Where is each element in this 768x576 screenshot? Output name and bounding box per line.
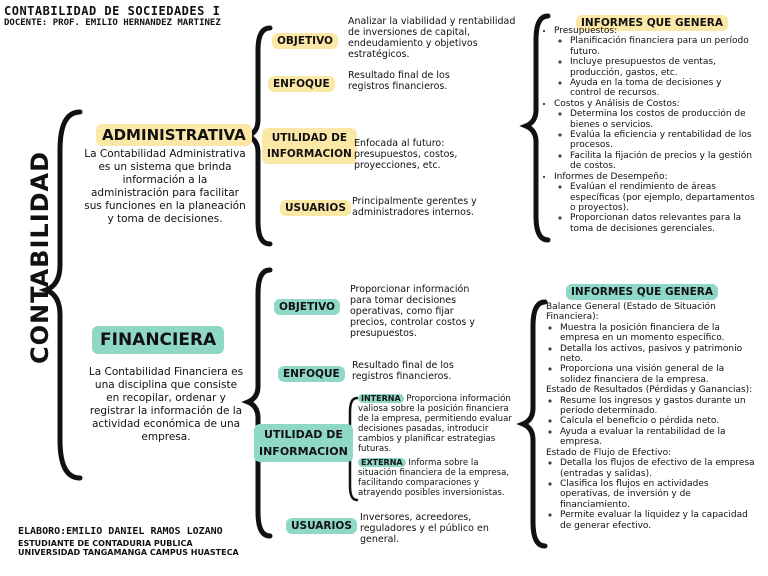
externa-tag: EXTERNA — [358, 458, 406, 467]
group-name: Estado de Resultados (Pérdidas y Ganancias): — [546, 385, 753, 396]
footer-line2: UNIVERSIDAD TANGAMANGA CAMPUS HUASTECA — [18, 548, 239, 557]
admin-informes-title: INFORMES QUE GENERA — [576, 15, 728, 31]
fin-enfoque-text: Resultado final de los registros financieros. — [352, 360, 454, 382]
interna-text: Proporciona información valiosa sobre la posición financiera de la empresa, permitiendo evaluar decisiones pasadas, introducir cambios y planificar estrategias futuras. — [358, 394, 512, 454]
fin-utilidad-label-line1: UTILIDAD DE — [263, 428, 343, 441]
fin-informe-group — [546, 385, 758, 447]
header-docente: DOCENTE: PROF. EMILIO HERNANDEZ MARTINEZ — [4, 18, 221, 28]
admin-usuarios-text: Principalmente gerentes y administradores internos. — [352, 196, 477, 218]
fin-usuarios-text: Inversores, acreedores, reguladores y el público en general. — [360, 512, 489, 545]
fin-objetivo-label: OBJETIVO — [274, 299, 340, 315]
list-item: ◦ Calcula el beneficio o pérdida neto. — [560, 416, 758, 426]
fin-enfoque-label: ENFOQUE — [278, 366, 345, 382]
admin-enfoque-text: Resultado final de los registros financieros. — [348, 70, 450, 92]
footer-line1: ESTUDIANTE DE CONTADURIA PUBLICA — [18, 539, 193, 548]
financiera-title: FINANCIERA — [92, 326, 224, 354]
list-item: ◦ Muestra la posición financiera de la empresa en un momento específico. — [560, 323, 758, 344]
list-item: ◦ Detalla los activos, pasivos y patrimonio neto. — [560, 344, 758, 365]
interna-tag: INTERNA — [358, 394, 404, 403]
header-title: CONTABILIDAD DE SOCIEDADES I — [4, 4, 221, 18]
root-title: CONTABILIDAD — [26, 150, 54, 364]
list-item: ◦ Ayuda a evaluar la rentabilidad de la empresa. — [560, 427, 758, 448]
group-name: Costos y Análisis de Costos: — [554, 98, 680, 109]
admin-informes-list — [540, 26, 755, 234]
fin-usuarios-label: USUARIOS — [286, 518, 357, 534]
administrativa-title: ADMINISTRATIVA — [96, 124, 252, 146]
list-item: ◦ Clasifica los flujos en actividades operativas, de inversión y de financiamiento. — [560, 479, 758, 510]
admin-utilidad-label-line1: UTILIDAD DE — [271, 132, 348, 144]
admin-usuarios-label: USUARIOS — [280, 200, 351, 216]
list-item: ◦ Resume los ingresos y gastos durante un período determinado. — [560, 396, 758, 417]
informes-fin-brace — [523, 302, 545, 546]
footer-info — [18, 539, 239, 557]
admin-informe-group — [554, 99, 755, 172]
admin-utilidad-label — [262, 128, 357, 164]
admin-utilidad-label-line2: INFORMACION — [267, 148, 352, 160]
fin-utilidad-externa — [358, 458, 518, 498]
list-item: ◦ Facilita la fijación de precios y la gestión de costos. — [570, 151, 755, 172]
list-item: ◦ Planificación financiera para un período futuro. — [570, 36, 755, 57]
group-name: Balance General (Estado de Situación Financiera): — [546, 302, 716, 323]
fin-informe-group — [546, 302, 758, 385]
fin-utilidad-interna — [358, 394, 518, 454]
admin-enfoque-label: ENFOQUE — [268, 76, 335, 92]
list-item: ◦ Detalla los flujos de efectivo de la empresa (entradas y salidas). — [560, 458, 758, 479]
fin-utilidad-label-line2: INFORMACION — [259, 445, 348, 458]
group-name: Presupuestos: — [554, 26, 618, 36]
externa-text: Informa sobre la situación financiera de la empresa, facilitando comparaciones y atrayendo posibles inversionistas. — [358, 458, 510, 498]
group-name: Informes de Desempeño: — [554, 171, 668, 182]
footer-elaboro: ELABORO:EMILIO DANIEL RAMOS LOZANO — [18, 526, 223, 537]
list-item: ◦ Evalúa la eficiencia y rentabilidad de los procesos. — [570, 130, 755, 151]
list-item: ◦ Permite evaluar la liquidez y la capacidad de generar efectivo. — [560, 510, 758, 531]
admin-informe-group — [554, 26, 755, 99]
admin-objetivo-label: OBJETIVO — [272, 33, 338, 49]
list-item: ◦ Ayuda en la toma de decisiones y control de recursos. — [570, 78, 755, 99]
list-item: ◦ Proporciona una visión general de la solidez financiera de la empresa. — [560, 364, 758, 385]
financiera-description: La Contabilidad Financiera es una disciplina que consiste en recopilar, ordenar y registrar la información de la actividad económica de una empresa. — [88, 366, 244, 443]
administrativa-description: La Contabilidad Administrativa es un sistema que brinda información a la administración para facilitar sus funciones en la planeación y toma de decisiones. — [84, 148, 246, 225]
admin-utilidad-text: Enfocada al futuro: presupuestos, costos, proyecciones, etc. — [354, 138, 458, 171]
fin-informe-group — [546, 448, 758, 531]
list-item: ◦ Incluye presupuestos de ventas, producción, gastos, etc. — [570, 57, 755, 78]
fin-objetivo-text: Proporcionar información para tomar decisiones operativas, como fijar precios, controlar costos y presupuestos. — [350, 284, 476, 339]
fin-utilidad-label — [254, 424, 353, 462]
admin-objetivo-text: Analizar la viabilidad y rentabilidad de inversiones de capital, endeudamiento y objetivos estratégicos. — [348, 16, 516, 60]
fin-brace — [248, 270, 270, 536]
list-item: ◦ Proporcionan datos relevantes para la toma de decisiones gerenciales. — [570, 213, 755, 234]
fin-informes-list — [546, 302, 758, 531]
admin-informe-group — [554, 172, 755, 234]
list-item: ◦ Determina los costos de producción de bienes o servicios. — [570, 109, 755, 130]
group-name: Estado de Flujo de Efectivo: — [546, 447, 672, 458]
fin-informes-title: INFORMES QUE GENERA — [566, 284, 718, 300]
list-item: ◦ Evalúan el rendimiento de áreas específicas (por ejemplo, departamentos o proyectos). — [570, 182, 755, 213]
